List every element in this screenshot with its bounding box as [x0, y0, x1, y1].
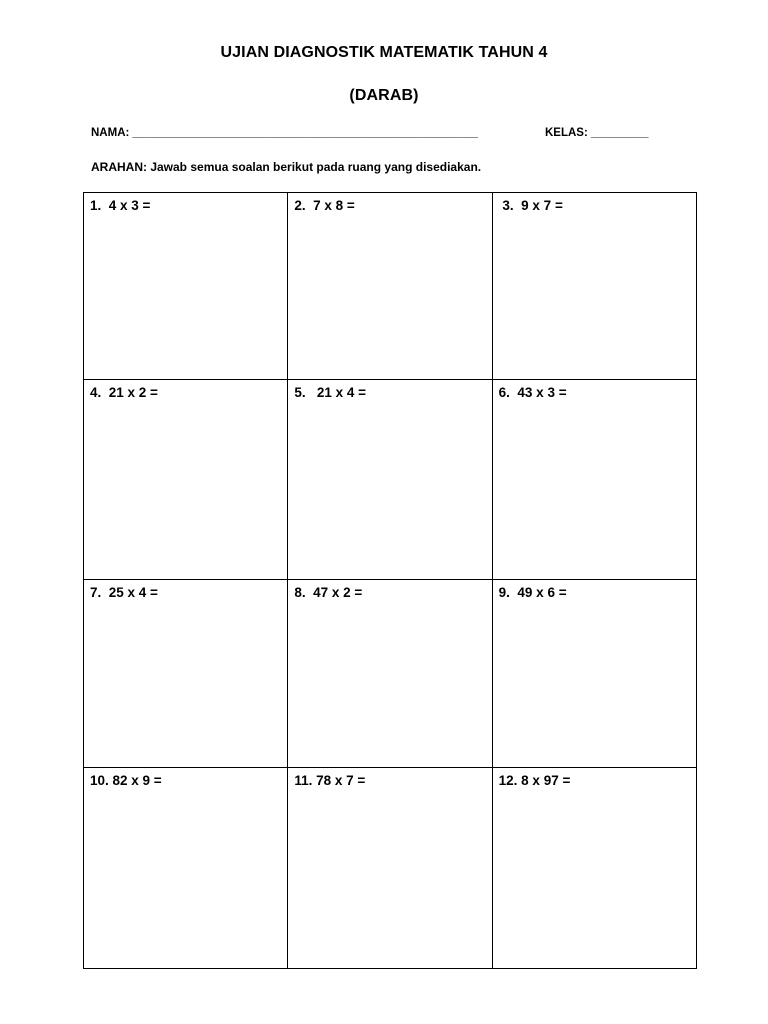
question-cell-5: 5. 21 x 4 = — [288, 380, 492, 580]
page-subtitle: (DARAB) — [349, 87, 419, 104]
question-row — [84, 580, 697, 767]
question-row — [84, 767, 697, 968]
question-row — [84, 193, 697, 380]
question-grid — [83, 192, 697, 969]
question-cell-7: 7. 25 x 4 = — [84, 580, 288, 767]
question-cell-3: 3. 9 x 7 = — [492, 193, 696, 380]
question-cell-9: 9. 49 x 6 = — [492, 580, 696, 767]
name-field: NAMA: ______________________________________________________ — [91, 127, 478, 139]
question-cell-8: 8. 47 x 2 = — [288, 580, 492, 767]
question-cell-11: 11. 78 x 7 = — [288, 767, 492, 968]
question-cell-2: 2. 7 x 8 = — [288, 193, 492, 380]
question-cell-10: 10. 82 x 9 = — [84, 767, 288, 968]
question-cell-12: 12. 8 x 97 = — [492, 767, 696, 968]
page-title: UJIAN DIAGNOSTIK MATEMATIK TAHUN 4 — [220, 44, 548, 61]
instruction-text: ARAHAN: Jawab semua soalan berikut pada ruang yang disediakan. — [91, 160, 482, 174]
question-row — [84, 380, 697, 580]
question-cell-1: 1. 4 x 3 = — [84, 193, 288, 380]
question-cell-4: 4. 21 x 2 = — [84, 380, 288, 580]
question-cell-6: 6. 43 x 3 = — [492, 380, 696, 580]
class-field: KELAS: _________ — [545, 127, 649, 139]
